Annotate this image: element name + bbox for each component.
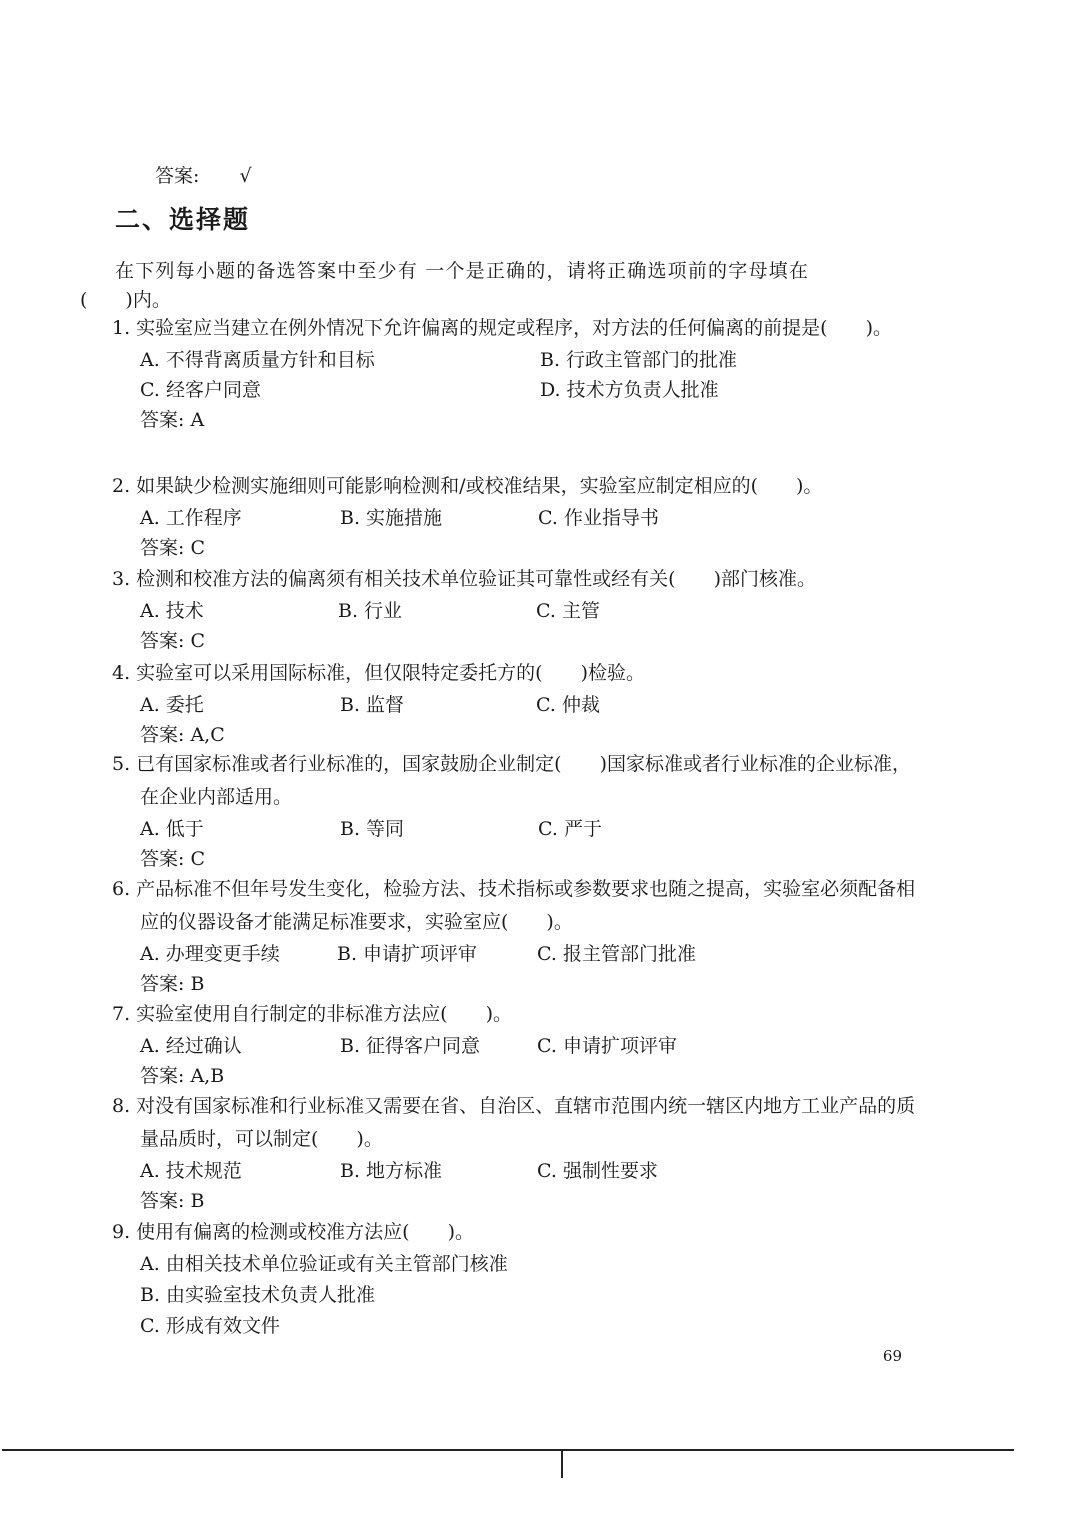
footer-rule xyxy=(2,1449,1014,1451)
option-b: B. 由实验室技术负责人批准 xyxy=(140,1284,376,1306)
option-a: A. 技术规范 xyxy=(140,1160,242,1182)
option-b: B. 等同 xyxy=(340,818,405,840)
question-text: 4. 实验室可以采用国际标准，但仅限特定委托方的( )检验。 xyxy=(112,662,645,684)
question-7 xyxy=(112,998,927,1091)
option-a: A. 低于 xyxy=(140,818,204,840)
option-b: B. 申请扩项评审 xyxy=(337,943,478,965)
question-4 xyxy=(112,657,927,750)
question-text: 3. 检测和校准方法的偏离须有相关技术单位验证其可靠性或经有关( )部门核准。 xyxy=(112,568,816,590)
options-row xyxy=(112,345,927,375)
answer: 答案: C xyxy=(140,848,205,870)
previous-answer xyxy=(155,165,252,188)
question-text: 2. 如果缺少检测实施细则可能影响检测和/或校准结果，实验室应制定相应的( )。 xyxy=(112,475,823,497)
options-row xyxy=(112,939,927,969)
options-row xyxy=(112,690,927,720)
option-c: C. 主管 xyxy=(536,600,600,622)
options-row xyxy=(112,596,927,626)
question-8 xyxy=(112,1090,927,1216)
previous-answer-mark: √ xyxy=(239,165,252,187)
question-text: 1. 实验室应当建立在例外情况下允许偏离的规定或程序，对方法的任何偏离的前提是( )。 xyxy=(112,317,892,339)
option-a: A. 办理变更手续 xyxy=(140,943,280,965)
option-a: A. 经过确认 xyxy=(140,1035,242,1057)
answer: 答案: B xyxy=(140,1190,205,1212)
option-c: C. 作业指导书 xyxy=(538,507,659,529)
options-row xyxy=(112,1031,927,1061)
option-a: A. 不得背离质量方针和目标 xyxy=(140,349,375,371)
question-text: 7. 实验室使用自行制定的非标准方法应( )。 xyxy=(112,1003,512,1025)
answer: 答案: A,C xyxy=(140,724,225,746)
option-b: B. 地方标准 xyxy=(340,1160,443,1182)
section-title: 二、选择题 xyxy=(115,205,251,234)
question-text: 5. 已有国家标准或者行业标准的，国家鼓励企业制定( )国家标准或者行业标准的企业标准，在企业内部适用。 xyxy=(112,753,911,808)
option-c: C. 严于 xyxy=(538,818,602,840)
answer: 答案: C xyxy=(140,537,205,559)
options-row xyxy=(112,814,927,844)
options-list xyxy=(112,1249,927,1342)
options-row xyxy=(112,503,927,533)
answer: 答案: A,B xyxy=(140,1065,225,1087)
options-row xyxy=(112,1156,927,1186)
option-b: B. 征得客户同意 xyxy=(340,1035,481,1057)
option-c: C. 报主管部门批准 xyxy=(537,943,696,965)
question-2 xyxy=(112,470,927,563)
option-b: B. 实施措施 xyxy=(340,507,443,529)
question-6 xyxy=(112,873,927,999)
option-a: A. 委托 xyxy=(140,694,204,716)
option-b: B. 行业 xyxy=(338,600,403,622)
question-9 xyxy=(112,1216,927,1342)
option-b: B. 行政主管部门的批准 xyxy=(540,349,738,371)
instruction-line-2: ( )内。 xyxy=(80,289,171,311)
instruction-line-1: 在下列每小题的备选答案中至少有 一个是正确的，请将正确选项前的字母填在 xyxy=(115,260,810,282)
option-a: A. 由相关技术单位验证或有关主管部门核准 xyxy=(140,1253,508,1275)
option-b: B. 监督 xyxy=(340,694,405,716)
question-1 xyxy=(112,312,927,435)
option-a: A. 工作程序 xyxy=(140,507,242,529)
page-number: 69 xyxy=(882,1347,902,1365)
option-c: C. 强制性要求 xyxy=(537,1160,658,1182)
footer-tick xyxy=(561,1451,563,1478)
option-c: C. 经客户同意 xyxy=(140,379,261,401)
option-c: C. 仲裁 xyxy=(536,694,600,716)
answer: 答案: A xyxy=(140,409,205,431)
option-a: A. 技术 xyxy=(140,600,204,622)
question-5 xyxy=(112,748,927,874)
option-d: D. 技术方负责人批准 xyxy=(540,379,719,401)
question-3 xyxy=(112,563,927,656)
answer: 答案: C xyxy=(140,630,205,652)
option-c: C. 形成有效文件 xyxy=(140,1315,280,1337)
answer: 答案: B xyxy=(140,973,205,995)
options-row xyxy=(112,375,927,405)
previous-answer-label: 答案: xyxy=(155,165,200,187)
question-text: 6. 产品标准不但年号发生变化，检验方法、技术指标或参数要求也随之提高，实验室必须配备相应的仪器设备才能满足标准要求，实验室应( )。 xyxy=(112,878,916,933)
question-text: 8. 对没有国家标准和行业标准又需要在省、自治区、直辖市范围内统一辖区内地方工业产品的质量品质时，可以制定( )。 xyxy=(112,1095,916,1150)
question-text: 9. 使用有偏离的检测或校准方法应( )。 xyxy=(112,1221,474,1243)
option-c: C. 申请扩项评审 xyxy=(537,1035,677,1057)
